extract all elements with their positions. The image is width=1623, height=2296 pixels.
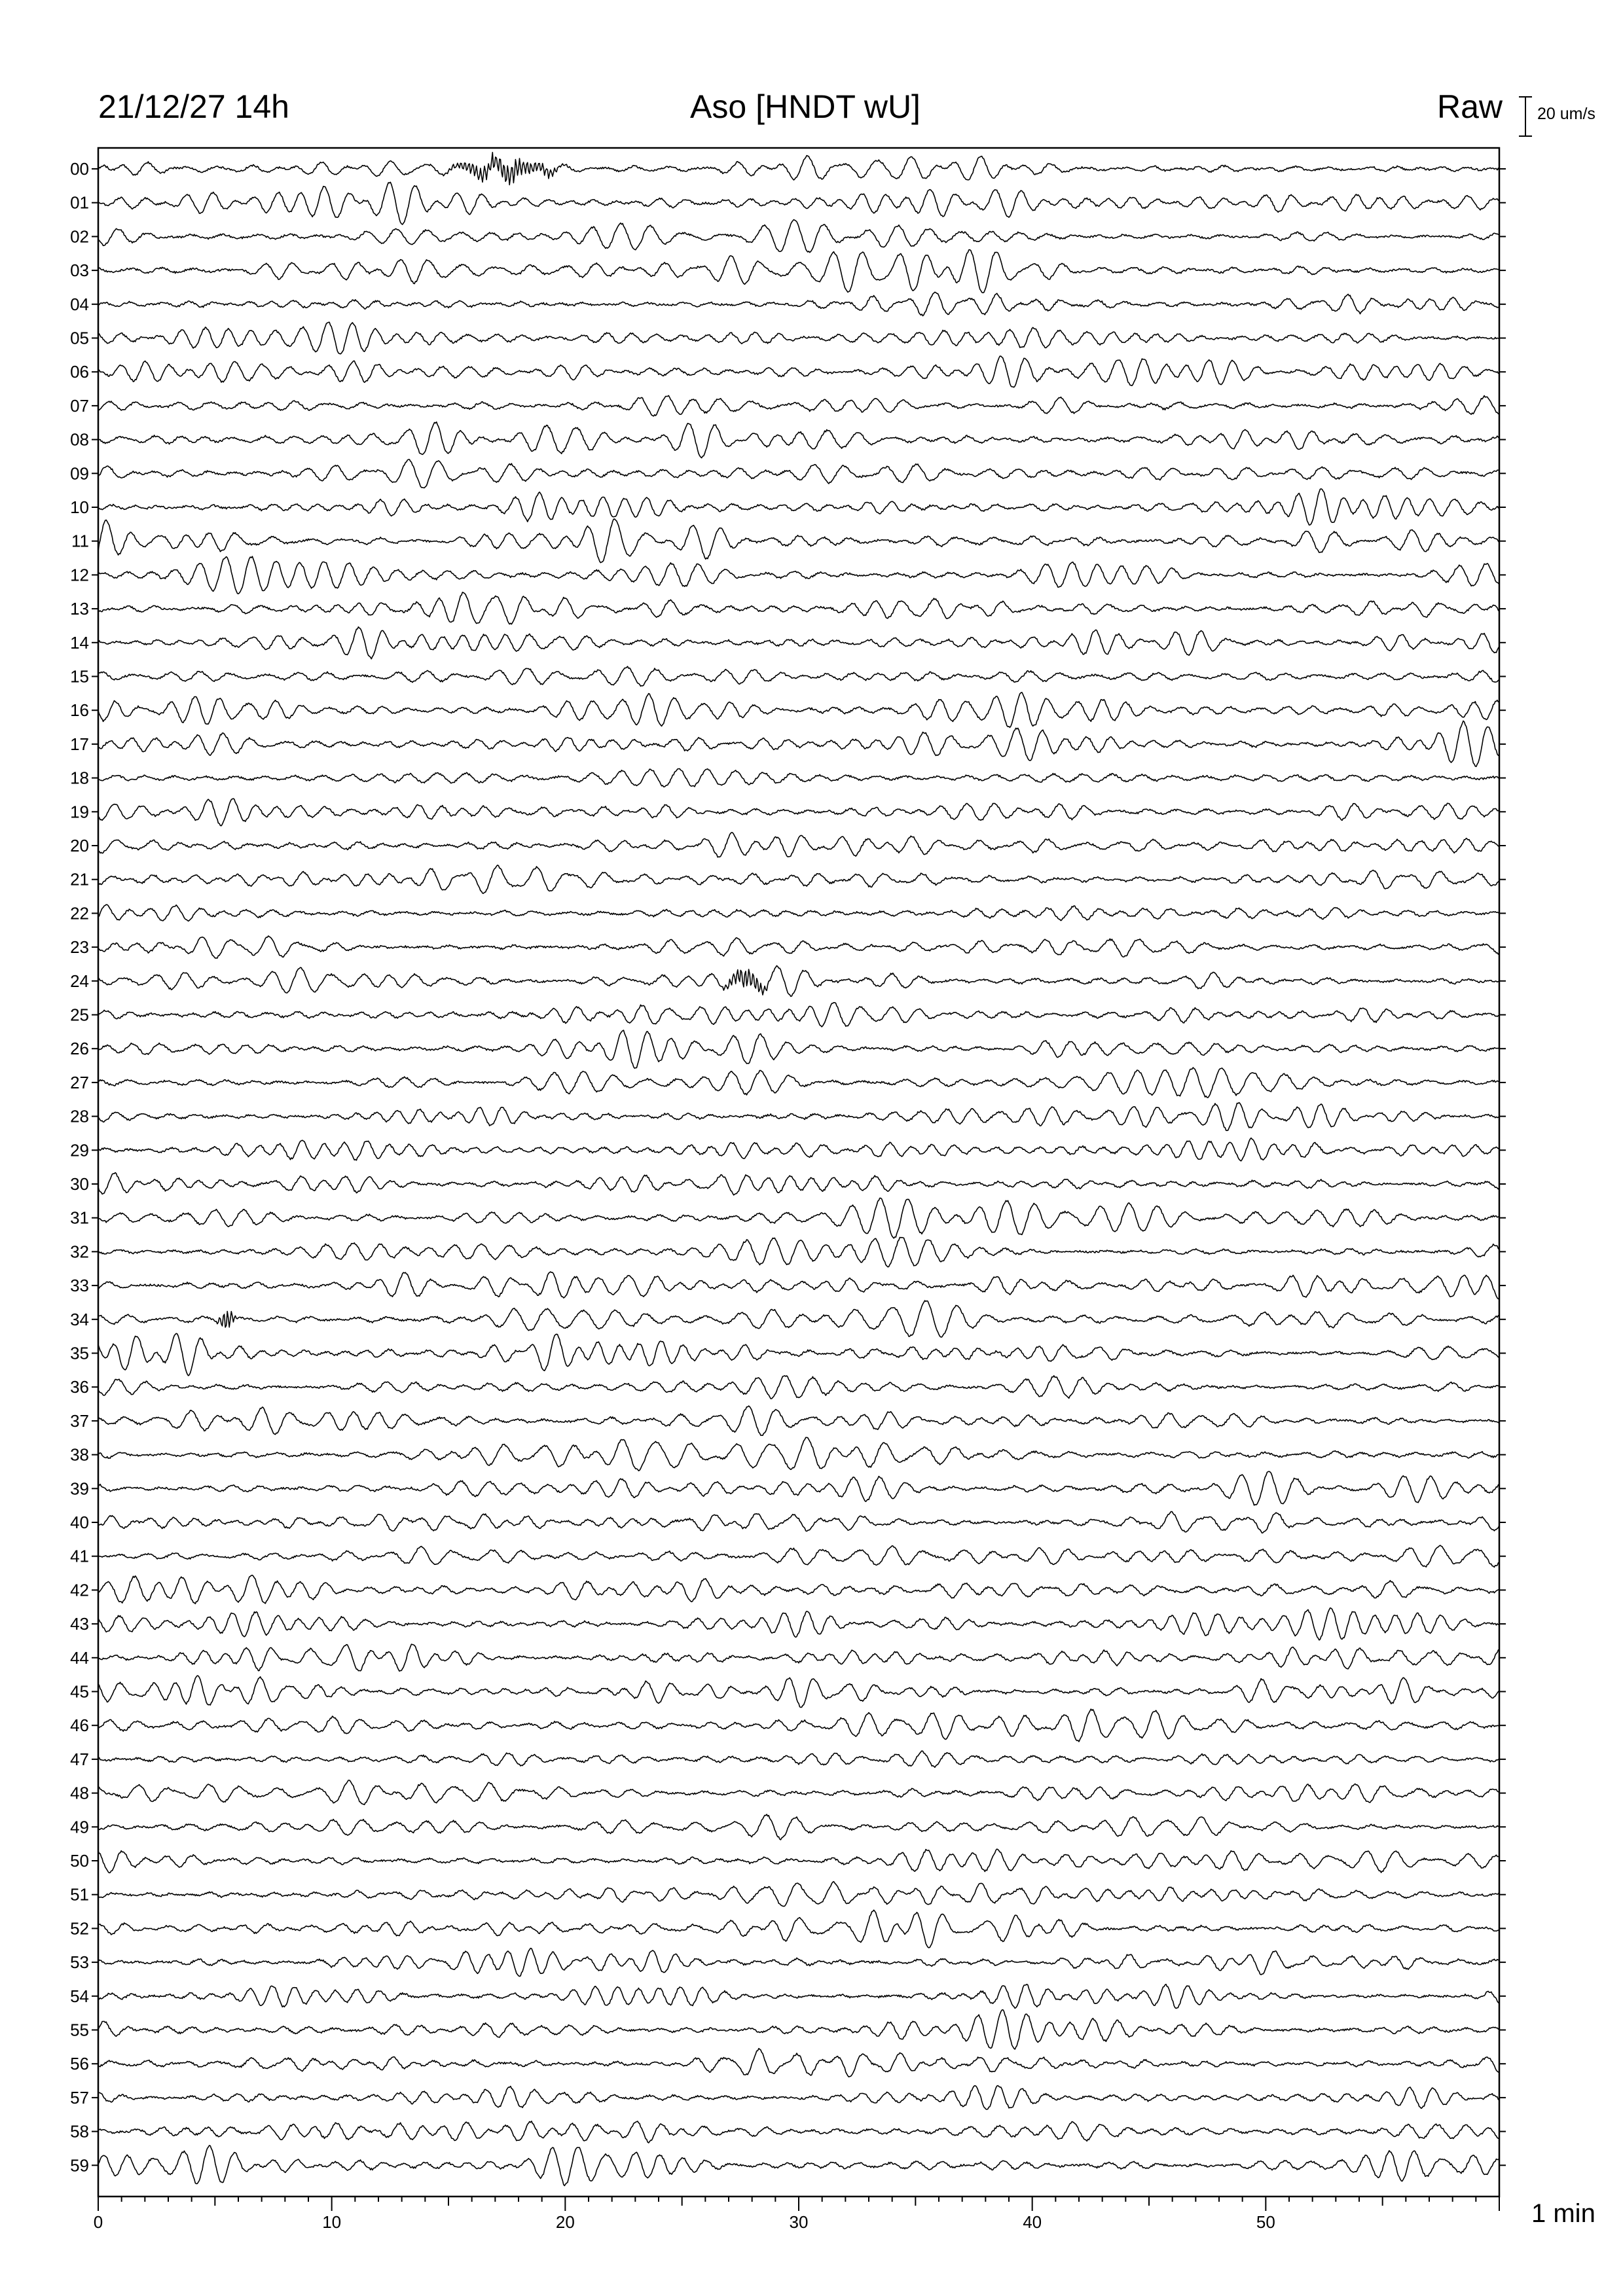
row-label: 45: [70, 1681, 89, 1702]
trace-row-39: [98, 1471, 1499, 1505]
trace-row-16: [98, 692, 1499, 728]
row-label: 25: [70, 1005, 89, 1025]
trace-row-03: [98, 250, 1499, 293]
mode-label: Raw: [1436, 88, 1503, 125]
row-label: 51: [70, 1884, 89, 1905]
row-label: 21: [70, 869, 89, 889]
row-label: 44: [70, 1647, 89, 1668]
row-label: 10: [70, 497, 89, 517]
row-label: 17: [70, 734, 89, 754]
trace-row-14: [98, 627, 1499, 659]
row-label: 28: [70, 1106, 89, 1126]
row-label: 32: [70, 1242, 89, 1262]
x-tick-label: 20: [555, 2212, 575, 2232]
trace-row-24: [98, 966, 1499, 997]
trace-row-38: [98, 1437, 1499, 1471]
trace-row-17: [98, 721, 1499, 767]
row-label: 12: [70, 565, 89, 585]
row-label: 16: [70, 700, 89, 721]
row-label: 43: [70, 1614, 89, 1634]
trace-row-54: [98, 1984, 1499, 2009]
trace-row-49: [98, 1814, 1499, 1840]
trace-row-22: [98, 905, 1499, 921]
row-label: 36: [70, 1377, 89, 1397]
row-label: 46: [70, 1715, 89, 1736]
trace-row-51: [98, 1882, 1499, 1907]
trace-row-01: [98, 182, 1499, 224]
row-label: 50: [70, 1851, 89, 1871]
row-label: 07: [70, 395, 89, 416]
row-label: 08: [70, 429, 89, 450]
row-label: 40: [70, 1513, 89, 1532]
trace-row-10: [98, 489, 1499, 525]
x-tick-label: 10: [322, 2212, 342, 2232]
trace-row-35: [98, 1333, 1499, 1376]
trace-row-21: [98, 865, 1499, 893]
trace-row-02: [98, 220, 1499, 253]
row-label: 33: [70, 1276, 89, 1296]
trace-row-52: [98, 1910, 1499, 1948]
x-axis-unit-label: 1 min: [1531, 2199, 1596, 2228]
trace-row-56: [98, 2049, 1499, 2077]
trace-row-30: [98, 1173, 1499, 1195]
trace-row-15: [98, 666, 1499, 686]
row-label: 57: [70, 2087, 89, 2108]
row-label: 41: [70, 1546, 89, 1566]
trace-row-06: [98, 356, 1499, 387]
row-label: 35: [70, 1343, 89, 1363]
trace-row-11: [98, 519, 1499, 563]
row-label: 19: [70, 802, 89, 822]
row-label: 20: [70, 836, 89, 855]
trace-row-41: [98, 1545, 1499, 1567]
trace-row-05: [98, 322, 1499, 354]
row-label: 48: [70, 1783, 89, 1803]
trace-row-47: [98, 1751, 1499, 1767]
row-label: 49: [70, 1817, 89, 1837]
row-label: 34: [70, 1309, 89, 1329]
row-label: 11: [71, 531, 89, 551]
x-tick-label: 40: [1023, 2212, 1042, 2232]
row-label: 26: [70, 1039, 89, 1059]
trace-row-55: [98, 2010, 1499, 2049]
row-label: 15: [70, 666, 89, 687]
row-label: 58: [70, 2121, 89, 2142]
row-label: 13: [70, 599, 89, 619]
trace-row-58: [98, 2121, 1499, 2143]
row-label: 02: [70, 226, 89, 247]
trace-row-28: [98, 1103, 1499, 1131]
row-label: 24: [70, 971, 89, 991]
row-label: 29: [70, 1140, 89, 1160]
station-title: Aso [HNDT wU]: [690, 88, 921, 125]
row-label: 54: [70, 1986, 89, 2006]
trace-row-42: [98, 1575, 1499, 1604]
trace-row-08: [98, 422, 1499, 458]
trace-row-29: [98, 1138, 1499, 1161]
x-tick-label: 50: [1256, 2212, 1275, 2232]
row-label: 53: [70, 1952, 89, 1973]
trace-row-50: [98, 1849, 1499, 1873]
trace-row-23: [98, 936, 1499, 958]
row-label: 05: [70, 328, 89, 348]
row-label: 42: [70, 1580, 89, 1600]
row-label: 39: [70, 1479, 89, 1499]
row-label: 04: [70, 294, 89, 314]
trace-group: [98, 152, 1499, 2186]
row-label: 01: [70, 192, 89, 213]
trace-row-59: [98, 2145, 1499, 2186]
row-label: 52: [70, 1918, 89, 1939]
row-label: 27: [70, 1072, 89, 1092]
row-label: 59: [70, 2155, 89, 2176]
row-label: 09: [70, 463, 89, 484]
trace-row-09: [98, 459, 1499, 488]
trace-row-18: [98, 769, 1499, 787]
trace-row-48: [98, 1780, 1499, 1804]
row-label: 22: [70, 903, 89, 924]
trace-row-33: [98, 1272, 1499, 1299]
trace-row-04: [98, 292, 1499, 315]
trace-row-45: [98, 1676, 1499, 1707]
row-label: 47: [70, 1749, 89, 1769]
row-label: 23: [70, 937, 89, 958]
row-label: 14: [70, 632, 89, 653]
row-label: 03: [70, 260, 89, 281]
x-tick-label: 30: [789, 2212, 809, 2232]
trace-row-31: [98, 1198, 1499, 1238]
row-label: 06: [70, 362, 89, 382]
trace-row-37: [98, 1406, 1499, 1435]
row-label: 56: [70, 2054, 89, 2074]
row-label: 30: [70, 1174, 89, 1194]
trace-row-20: [98, 833, 1499, 857]
trace-row-46: [98, 1709, 1499, 1742]
trace-row-27: [98, 1067, 1499, 1098]
scale-bar-label: 20 um/s: [1537, 105, 1596, 123]
trace-row-00: [98, 152, 1499, 185]
trace-row-44: [98, 1644, 1499, 1671]
row-label: 55: [70, 2020, 89, 2040]
row-label: 38: [70, 1444, 89, 1465]
trace-row-25: [98, 1003, 1499, 1027]
row-label: 00: [70, 159, 89, 179]
row-label: 31: [70, 1208, 89, 1228]
trace-row-53: [98, 1948, 1499, 1977]
trace-row-13: [98, 592, 1499, 624]
trace-row-40: [98, 1512, 1499, 1534]
trace-row-32: [98, 1238, 1499, 1267]
plot-frame-border: [98, 148, 1499, 2197]
row-label: 18: [70, 768, 89, 788]
trace-row-07: [98, 395, 1499, 416]
trace-row-34: [98, 1300, 1499, 1337]
trace-row-19: [98, 798, 1499, 826]
datetime-label: 21/12/27 14h: [98, 88, 289, 125]
plot-frame: [70, 97, 1532, 2232]
row-label: 37: [70, 1410, 89, 1431]
trace-row-43: [98, 1608, 1499, 1640]
trace-row-36: [98, 1376, 1499, 1399]
trace-row-26: [98, 1030, 1499, 1068]
trace-row-57: [98, 2086, 1499, 2109]
trace-row-12: [98, 556, 1499, 594]
x-tick-label: 0: [93, 2212, 103, 2232]
